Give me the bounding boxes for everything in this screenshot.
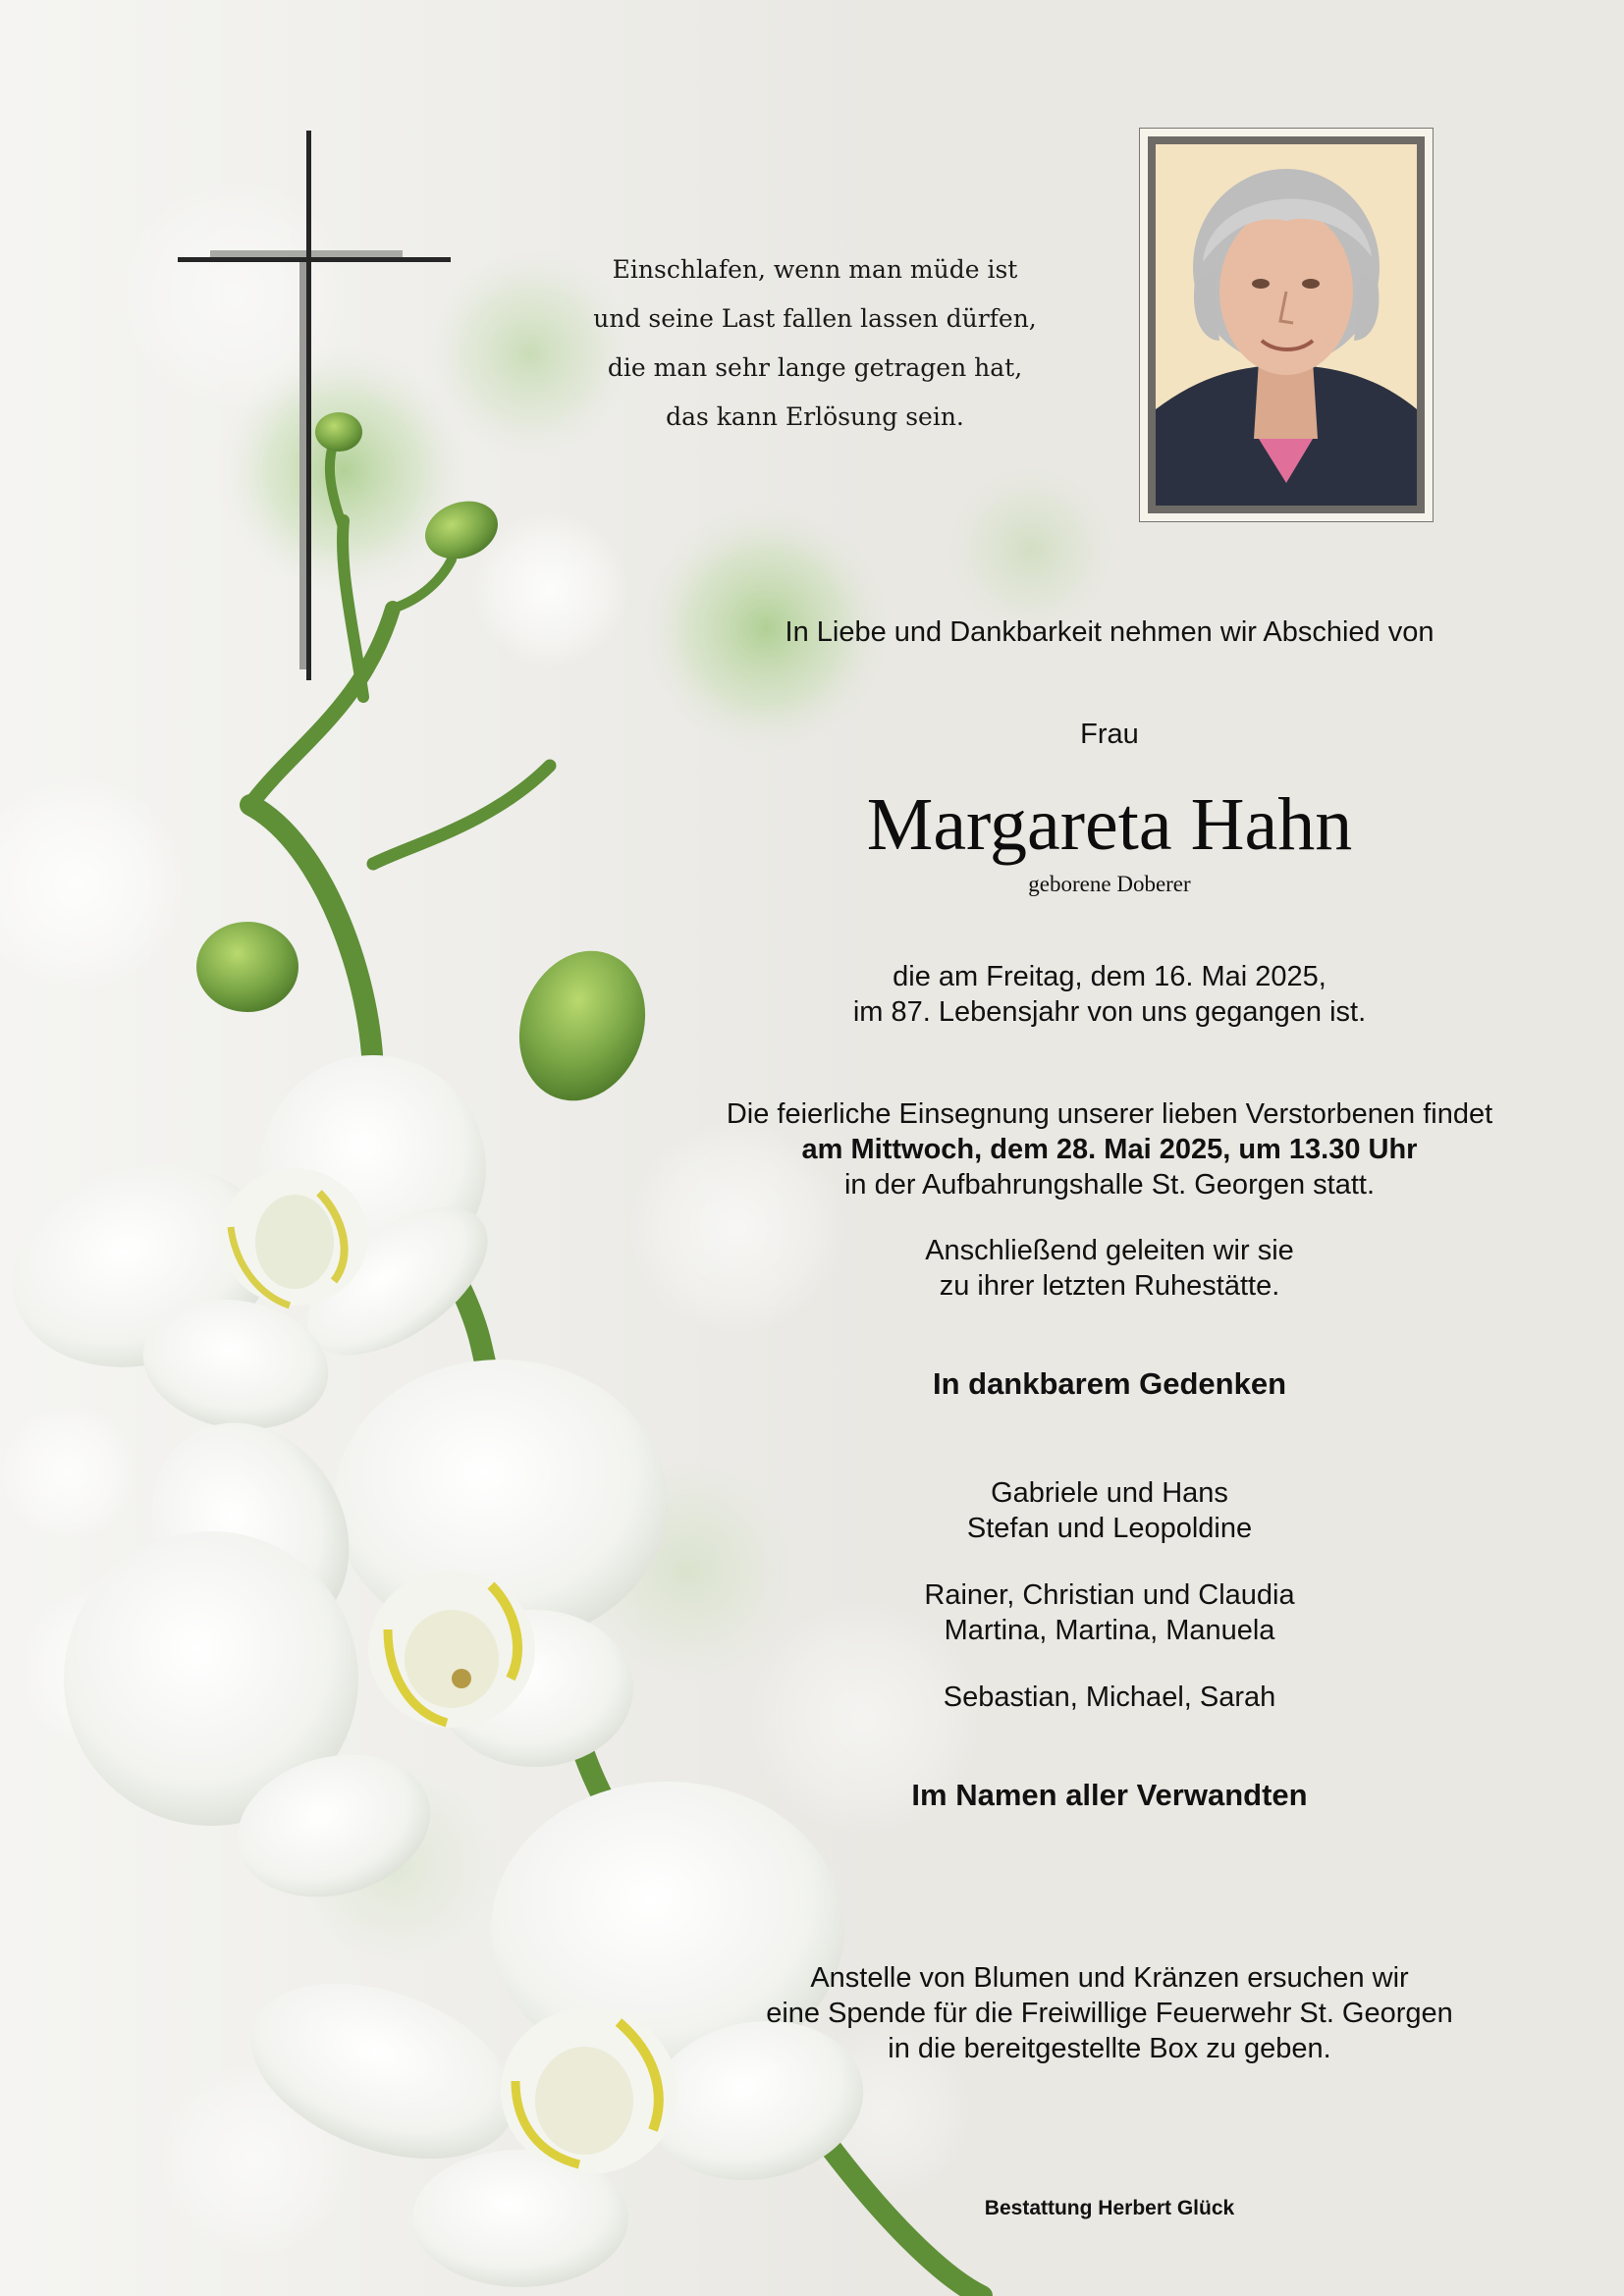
portrait-photo [1148, 136, 1425, 513]
service-line: in der Aufbahrungshalle St. Georgen statt. [843, 1169, 1376, 1201]
death-line: im 87. Lebensjahr von uns gegangen ist. [852, 996, 1367, 1028]
family-line: Martina, Martina, Manuela [944, 1615, 1275, 1646]
deceased-name: Margareta Hahn [866, 783, 1353, 866]
service-line: Die feierliche Einsegnung unserer lieben Verstorbenen findet [726, 1098, 1493, 1130]
salutation: Frau [1080, 719, 1139, 750]
donation-line: Anstelle von Blumen und Kränzen ersuchen wir [810, 1962, 1409, 1994]
burial-notice [687, 1233, 1532, 1304]
donation-line: in die bereitgestellte Box zu geben. [888, 2033, 1331, 2064]
signature-heading: Im Namen aller Verwandten [911, 1778, 1308, 1812]
family-group [687, 1577, 1532, 1648]
service-date-line: am Mittwoch, dem 28. Mai 2025, um 13.30 Uhr [801, 1134, 1418, 1165]
poem-line: Einschlafen, wenn man müde ist [612, 255, 1018, 284]
service-notice [638, 1096, 1581, 1202]
poem-line: und seine Last fallen lassen dürfen, [593, 304, 1037, 333]
undertaker: Bestattung Herbert Glück [984, 2197, 1235, 2219]
donation-notice [638, 1960, 1581, 2066]
family-line: Rainer, Christian und Claudia [924, 1579, 1295, 1611]
burial-line: zu ihrer letzten Ruhestätte. [939, 1270, 1280, 1302]
poem-line: die man sehr lange getragen hat, [607, 353, 1023, 382]
burial-line: Anschließend geleiten wir sie [925, 1235, 1294, 1266]
family-line: Gabriele und Hans [991, 1477, 1228, 1509]
poem-line: das kann Erlösung sein. [666, 402, 964, 431]
gedenken-heading: In dankbarem Gedenken [932, 1366, 1287, 1401]
family-line: Stefan und Leopoldine [966, 1513, 1253, 1544]
donation-line: eine Spende für die Freiwillige Feuerwehr St. Georgen [766, 1998, 1453, 2029]
intro-text: In Liebe und Dankbarkeit nehmen wir Abschied von [785, 616, 1435, 648]
death-notice [687, 959, 1532, 1030]
family-list [687, 1475, 1532, 1746]
portrait-frame [1139, 128, 1434, 522]
family-group [687, 1680, 1532, 1715]
death-line: die am Freitag, dem 16. Mai 2025, [893, 961, 1326, 992]
family-group [687, 1475, 1532, 1546]
poem [550, 245, 1080, 442]
maiden-name: geborene Doberer [1028, 872, 1191, 896]
family-line: Sebastian, Michael, Sarah [943, 1682, 1276, 1713]
